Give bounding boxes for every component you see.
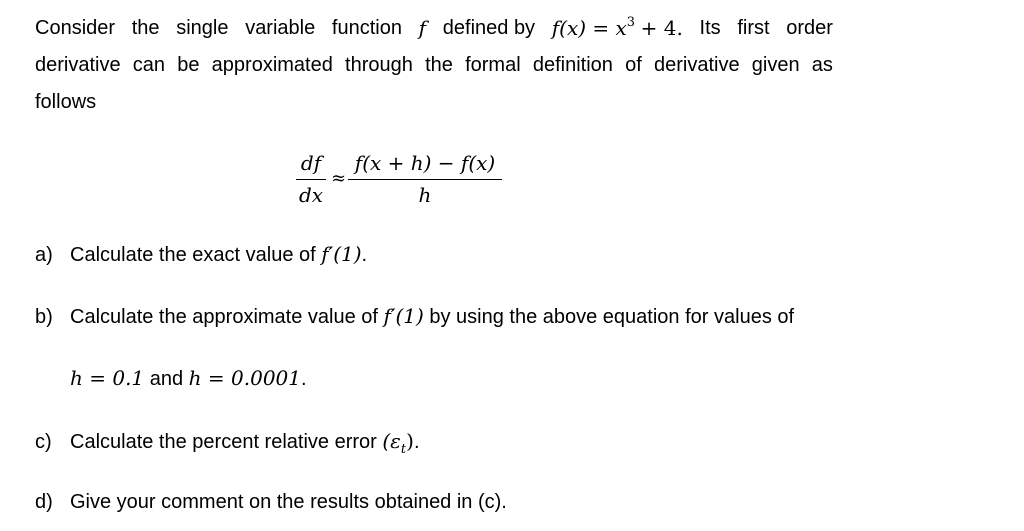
intro-word: definition: [532, 54, 613, 76]
question-d-label: d): [35, 491, 53, 513]
plus-four: + 4.: [640, 16, 683, 40]
question-a-text: Calculate the exact value of: [70, 244, 322, 266]
rhs-numerator: f(x + h) − f(x): [354, 151, 496, 175]
question-b: [35, 304, 794, 329]
question-c-label: c): [35, 431, 52, 453]
lhs-denominator: dx: [298, 183, 324, 207]
intro-word: first: [737, 17, 770, 39]
question-d: [35, 490, 507, 514]
intro-word: order: [786, 17, 833, 39]
lhs-numerator: df: [300, 151, 322, 175]
exponent: 3: [626, 15, 636, 30]
h-value-2: h = 0.0001: [188, 366, 301, 390]
question-d-text: Give your comment on the results obtained in (c).: [70, 491, 507, 513]
error-close: ): [406, 429, 414, 453]
question-b-label: b): [35, 306, 53, 328]
rhs-fraction: [348, 151, 502, 207]
lhs-fraction: [296, 151, 326, 207]
function-symbol: f: [418, 16, 427, 40]
intro-line-1: [35, 16, 833, 44]
function-definition: [552, 16, 683, 44]
intro-word: variable: [245, 17, 316, 39]
question-b-text-2: by using the above equation for values of: [423, 306, 795, 328]
rhs-denominator: h: [418, 183, 432, 207]
intro-word: Consider: [35, 17, 116, 39]
intro-defined-by: defined by: [442, 17, 536, 39]
intro-word: as: [811, 54, 833, 76]
error-subscript: t: [400, 442, 407, 457]
question-a-end: .: [361, 244, 368, 266]
question-a-label: a): [35, 244, 53, 266]
question-a-math: f′(1): [321, 242, 362, 266]
question-c-end: .: [413, 431, 420, 453]
intro-line-2: [35, 53, 833, 77]
intro-word: single: [176, 17, 229, 39]
intro-word: can: [132, 54, 166, 76]
intro-word: the: [131, 17, 160, 39]
intro-word: the: [425, 54, 453, 76]
intro-word: derivative: [35, 54, 121, 76]
intro-word: formal: [465, 54, 521, 76]
question-c-text: Calculate the percent relative error: [70, 431, 383, 453]
question-b-text: Calculate the approximate value of: [70, 306, 384, 328]
intro-word: function: [331, 17, 402, 39]
question-a: [35, 242, 367, 267]
intro-line-3: follows: [35, 91, 97, 113]
error-symbol: (ε: [382, 429, 401, 453]
and-text: and: [144, 368, 189, 390]
question-b-math: f′(1): [383, 304, 424, 328]
intro-word: derivative: [653, 54, 740, 76]
intro-word: given: [751, 54, 800, 76]
intro-word: Its: [699, 17, 721, 39]
intro-word: through: [345, 54, 413, 76]
lhs-fraction-bar: [296, 179, 326, 180]
question-b-values: [70, 366, 307, 391]
rhs-fraction-bar: [348, 179, 502, 180]
intro-word: be: [177, 54, 200, 76]
function-def-math: f(x) = x: [551, 16, 627, 40]
question-b-values-end: .: [301, 368, 307, 390]
approx-symbol: ≈: [331, 168, 347, 189]
h-value-1: h = 0.1: [70, 366, 145, 390]
intro-word: approximated: [211, 54, 333, 76]
question-c: [35, 429, 420, 457]
intro-word: of: [625, 54, 642, 76]
